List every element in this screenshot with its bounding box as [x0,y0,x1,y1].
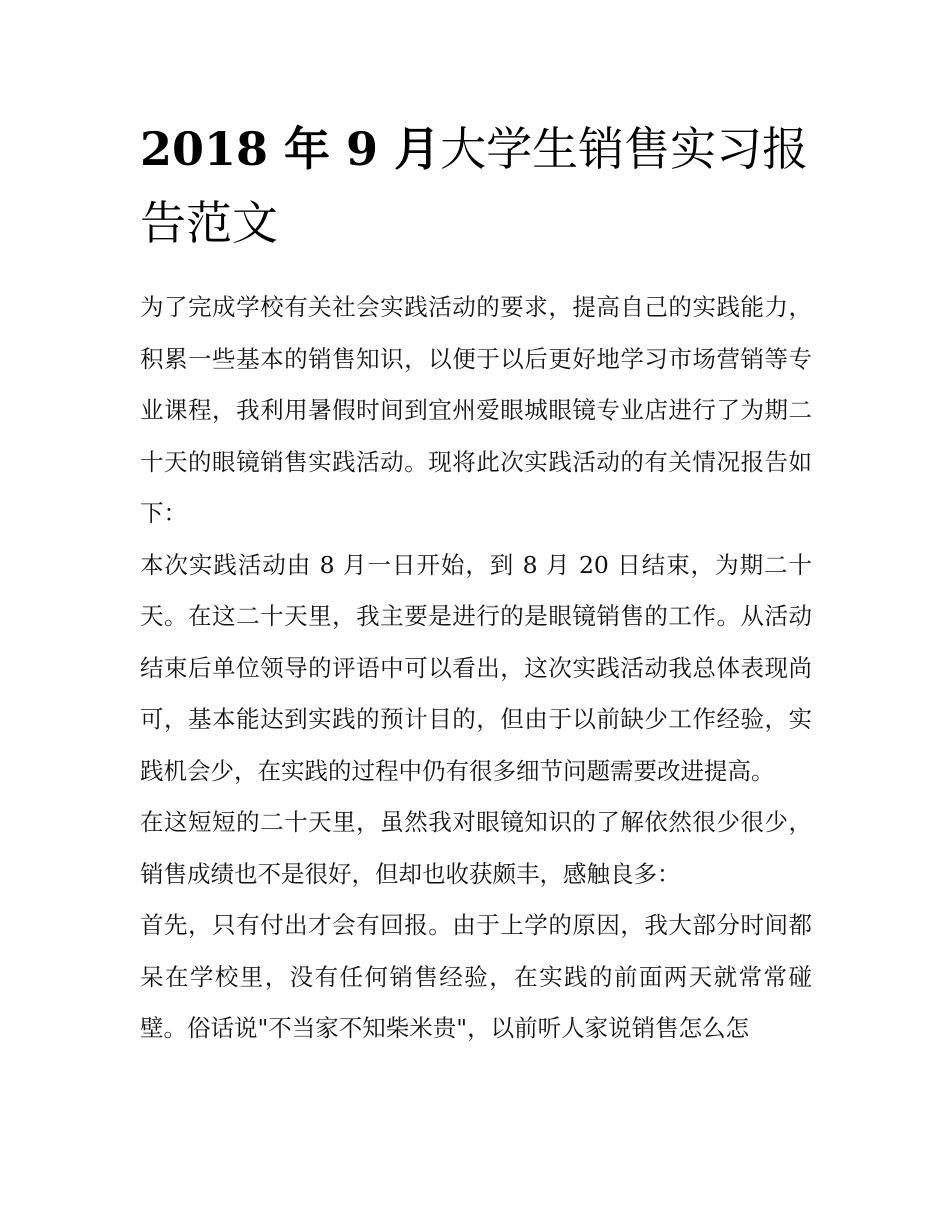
paragraph-overview: 本次实践活动由 8 月一日开始，到 8 月 20 日结束，为期二十天。在这二十天里，我主要是进行的是眼镜销售的工作。从活动结束后单位领导的评语中可以看出，这次实践活动我总体表现尚可，基本能达到实践的预计目的，但由于以前缺少工作经验，实践机会少，在实践的过程中仍有很多细节问题需要改进提高。 [140,550,812,785]
title-date: 2018 年 9 月 [140,122,441,176]
paragraph-reflection: 在这短短的二十天里，虽然我对眼镜知识的了解依然很少很少，销售成绩也不是很好，但却也收获颇丰，感触良多： [140,808,812,888]
paragraph-first-point: 首先，只有付出才会有回报。由于上学的原因，我大部分时间都呆在学校里，没有任何销售经验，在实践的前面两天就常常碰壁。俗话说"不当家不知柴米贵"，以前听人家说销售怎么怎 [140,911,812,1042]
document-title [140,112,812,260]
document-page [140,112,812,1055]
paragraph-intro: 为了完成学校有关社会实践活动的要求，提高自己的实践能力，积累一些基本的销售知识，以便于以后更好地学习市场营销等专业课程，我利用暑假时间到宜州爱眼城眼镜专业店进行了为期二十天的眼镜销售实践活动。现将此次实践活动的有关情况报告如下： [140,293,812,527]
title-text: 大学生销售实习报告范文 [140,122,809,250]
document-body [140,282,812,1055]
